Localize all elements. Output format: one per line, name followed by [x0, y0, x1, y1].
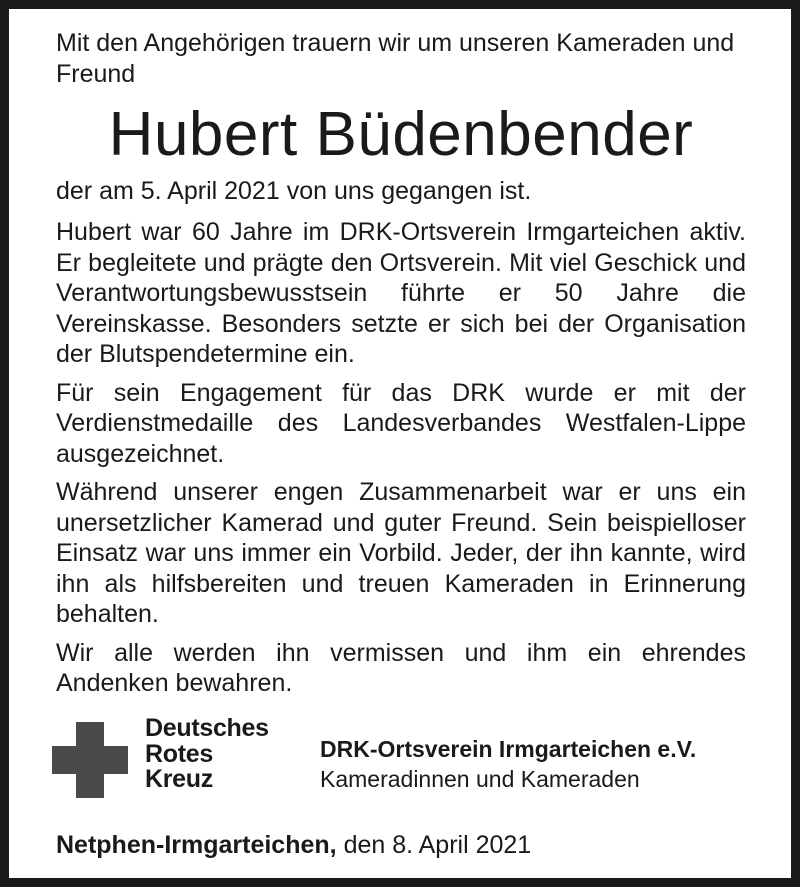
deceased-name: Hubert Büdenbender [108, 100, 694, 169]
cross-horizontal-bar [52, 746, 128, 774]
signature-block [52, 716, 752, 800]
organization-name: DRK-Ortsverein Irmgarteichen e.V. [320, 736, 697, 762]
paragraph: Hubert war 60 Jahre im DRK-Ortsverein Irmgarteichen aktiv. Er begleitete und prägte den Ortsverein. Mit viel Geschick und Verantwortungsbewusstsein führte er 50 Jahre die Vereinskasse. Besonders setzte er sich bei der Organisation der Blutspendetermine ein. [56, 218, 746, 368]
date: den 8. April 2021 [343, 831, 532, 859]
paragraph: Für sein Engagement für das DRK wurde er mit der Verdienstmedaille des Landesverbandes Westfalen-Lippe ausgezeichnet. [56, 378, 746, 468]
red-cross-icon [52, 722, 128, 798]
place: Netphen-Irmgarteichen, [56, 831, 337, 859]
place-date-line [56, 830, 531, 860]
passing-date-text: der am 5. April 2021 von uns gegangen ist. [56, 177, 532, 205]
logo-line: Rotes [145, 739, 213, 768]
organization-subtitle: Kameradinnen und Kameraden [320, 766, 640, 792]
logo-line: Deutsches [145, 714, 269, 742]
paragraph: Wir alle werden ihn vermissen und ihm ein ehrendes Andenken bewahren. [56, 638, 746, 697]
intro-text: Mit den Angehörigen trauern wir um unseren Kameraden und Freund [56, 29, 735, 88]
organization [320, 734, 696, 794]
paragraph: Während unserer engen Zusammenarbeit war er uns ein unersetzlicher Kamerad und guter Freund. Sein beispielloser Einsatz war uns immer ein Vorbild. Jeder, der ihn kannte, wird ihn als hilfsbereiten und treuen Kameraden in Erinnerung behalten. [56, 478, 746, 628]
notice-body [56, 28, 746, 707]
drk-logo-text [145, 716, 269, 793]
logo-line: Kreuz [145, 765, 213, 793]
